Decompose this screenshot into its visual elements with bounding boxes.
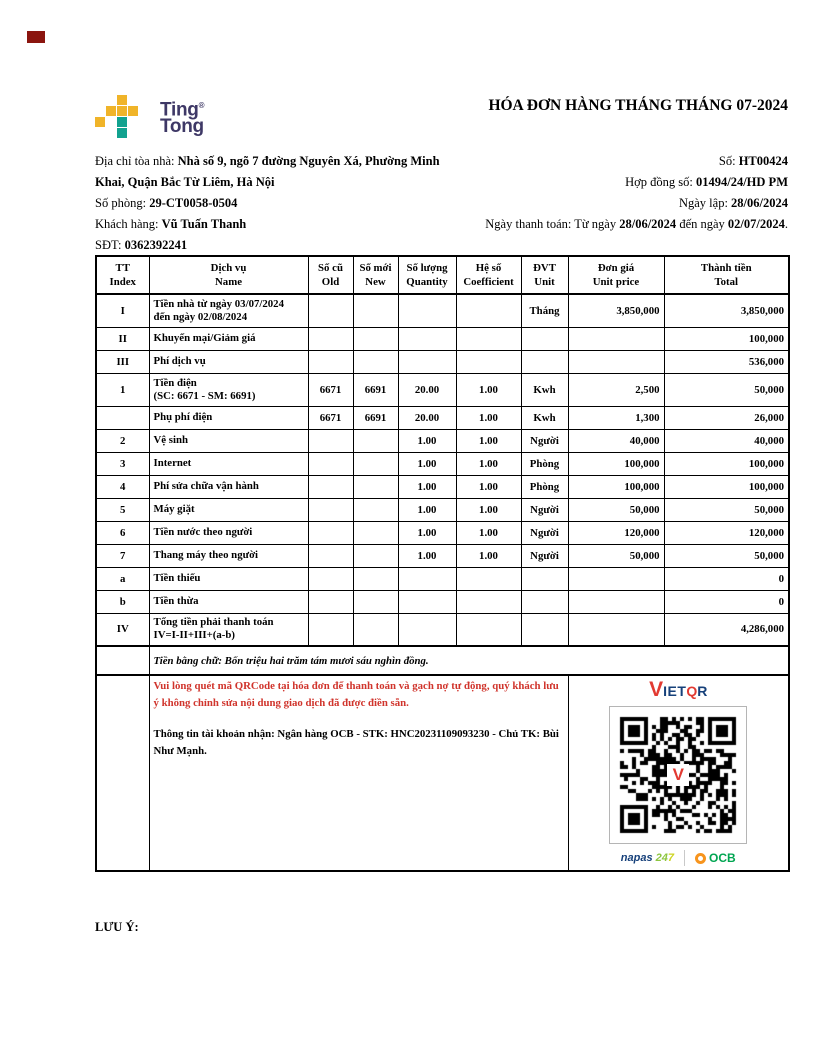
cell-coef: 1.00 — [456, 521, 521, 544]
payment-notice: Vui lòng quét mã QRCode tại hóa đơn để thanh toán và gạch nợ tự động, quý khách lưu ý không chỉnh sửa nội dung giao dịch đã được điền sẵn. — [153, 680, 559, 709]
table-row — [96, 521, 789, 544]
cell-price: 40,000 — [568, 429, 664, 452]
cell-unit: Phòng — [521, 475, 568, 498]
issue-date: Ngày lập: 28/06/2024 — [678, 196, 788, 210]
invoice-number: Số: HT00424 — [718, 154, 788, 168]
payment-period: Ngày thanh toán: Từ ngày 28/06/2024 đến ngày 02/07/2024. — [485, 217, 788, 231]
cell-service-name: Phụ phí điện — [149, 406, 308, 429]
cell-coef: 1.00 — [456, 429, 521, 452]
cell-price: 50,000 — [568, 544, 664, 567]
table-row — [96, 373, 789, 406]
cell-price: 3,850,000 — [568, 294, 664, 327]
cell-qty: 1.00 — [398, 521, 456, 544]
cell-coef: 1.00 — [456, 475, 521, 498]
cell-service-name: Máy giặt — [149, 498, 308, 521]
cell-coef — [456, 327, 521, 350]
cell-coef: 1.00 — [456, 452, 521, 475]
cell-coef — [456, 294, 521, 327]
table-row — [96, 327, 789, 350]
cell-total: 0 — [664, 590, 789, 613]
invoice-title: HÓA ĐƠN HÀNG THÁNG THÁNG 07-2024 — [488, 97, 788, 114]
table-row — [96, 613, 789, 646]
cell-coef — [456, 590, 521, 613]
cell-total: 3,850,000 — [664, 294, 789, 327]
cell-index: I — [96, 294, 149, 327]
cell-index: 6 — [96, 521, 149, 544]
amount-in-words: Tiền bằng chữ: Bốn triệu hai trăm tám mươi sáu nghìn đồng. — [149, 646, 789, 675]
customer-name: Khách hàng: Vũ Tuấn Thanh — [95, 217, 247, 231]
column-header: Số cũ Old — [308, 256, 353, 294]
tingtong-plus-icon — [95, 94, 151, 140]
table-row — [96, 429, 789, 452]
cell-index: a — [96, 567, 149, 590]
cell-qty — [398, 350, 456, 373]
cell-index: b — [96, 590, 149, 613]
cell-service-name: Tiền điện (SC: 6671 - SM: 6691) — [149, 373, 308, 406]
cell-service-name: Tiền nước theo người — [149, 521, 308, 544]
room-number: Số phòng: 29-CT0058-0504 — [95, 196, 238, 210]
column-header: Dịch vụ Name — [149, 256, 308, 294]
table-row — [96, 475, 789, 498]
cell-unit — [521, 350, 568, 373]
cell-qty: 1.00 — [398, 452, 456, 475]
napas-247-logo: napas 247 — [620, 852, 675, 864]
cell-qty: 1.00 — [398, 429, 456, 452]
cell-total: 50,000 — [664, 498, 789, 521]
amount-in-words-row — [96, 646, 789, 675]
cell-unit: Người — [521, 429, 568, 452]
cell-old — [308, 521, 353, 544]
cell-new: 6691 — [353, 406, 398, 429]
cell-new — [353, 544, 398, 567]
cell-unit: Kwh — [521, 373, 568, 406]
building-address: Địa chỉ tòa nhà: Nhà số 9, ngõ 7 đường Nguyên Xá, Phường Minh Khai, Quận Bắc Từ Liêm, Hà Nội — [95, 154, 440, 189]
cell-price: 120,000 — [568, 521, 664, 544]
table-row — [96, 498, 789, 521]
cell-index: III — [96, 350, 149, 373]
cell-unit: Phòng — [521, 452, 568, 475]
cell-coef: 1.00 — [456, 406, 521, 429]
cell-coef: 1.00 — [456, 373, 521, 406]
cell-index: 2 — [96, 429, 149, 452]
cell-unit: Người — [521, 544, 568, 567]
cell-unit: Kwh — [521, 406, 568, 429]
table-header — [96, 256, 789, 294]
cell-new — [353, 567, 398, 590]
cell-old — [308, 590, 353, 613]
column-header: Số mới New — [353, 256, 398, 294]
cell-old — [308, 350, 353, 373]
account-info: Thông tin tài khoản nhận: Ngân hàng OCB - STK: HNC20231109093230 - Chủ TK: Bùi Như Mạnh. — [153, 728, 559, 757]
tingtong-logo — [95, 94, 204, 140]
cell-index: 4 — [96, 475, 149, 498]
cell-coef — [456, 613, 521, 646]
cell-qty — [398, 613, 456, 646]
cell-old — [308, 498, 353, 521]
cell-new — [353, 521, 398, 544]
cell-qty — [398, 567, 456, 590]
cell-price — [568, 350, 664, 373]
cell-total: 100,000 — [664, 327, 789, 350]
cell-total: 4,286,000 — [664, 613, 789, 646]
cell-index: 5 — [96, 498, 149, 521]
cell-old — [308, 429, 353, 452]
cell-qty: 1.00 — [398, 544, 456, 567]
cell-qty — [398, 327, 456, 350]
cell-price: 1,300 — [568, 406, 664, 429]
cell-index: 7 — [96, 544, 149, 567]
cell-new — [353, 498, 398, 521]
cell-coef: 1.00 — [456, 498, 521, 521]
qr-code — [609, 706, 747, 844]
cell-total: 100,000 — [664, 452, 789, 475]
table-row — [96, 406, 789, 429]
cell-total: 50,000 — [664, 544, 789, 567]
cell-old — [308, 327, 353, 350]
tingtong-wordmark: Ting® Tong — [160, 99, 205, 138]
cell-service-name: Tiền thừa — [149, 590, 308, 613]
cell-coef: 1.00 — [456, 544, 521, 567]
cell-service-name: Tiền nhà từ ngày 03/07/2024 đến ngày 02/08/2024 — [149, 294, 308, 327]
cell-index: 3 — [96, 452, 149, 475]
cell-unit — [521, 567, 568, 590]
table-row — [96, 567, 789, 590]
cell-index: 1 — [96, 373, 149, 406]
cell-unit — [521, 613, 568, 646]
table-row — [96, 294, 789, 327]
cell-old — [308, 475, 353, 498]
cell-price: 50,000 — [568, 498, 664, 521]
empty-cell — [96, 646, 149, 675]
cell-unit: Người — [521, 521, 568, 544]
cell-service-name: Khuyến mại/Giảm giá — [149, 327, 308, 350]
cell-old: 6671 — [308, 406, 353, 429]
cell-index — [96, 406, 149, 429]
cell-coef — [456, 567, 521, 590]
cell-old: 6671 — [308, 373, 353, 406]
cell-old — [308, 567, 353, 590]
logo-divider — [684, 850, 685, 866]
cell-qty: 1.00 — [398, 475, 456, 498]
vietqr-logo: VIETQR — [649, 678, 708, 701]
ocb-ring-icon — [695, 853, 706, 864]
pdf-annotation-marker — [27, 31, 45, 43]
cell-qty — [398, 590, 456, 613]
cell-service-name: Thang máy theo người — [149, 544, 308, 567]
cell-service-name: Tiền thiếu — [149, 567, 308, 590]
cell-service-name: Phí sửa chữa vận hành — [149, 475, 308, 498]
payment-instructions — [149, 675, 568, 871]
cell-coef — [456, 350, 521, 373]
cell-qty: 1.00 — [398, 498, 456, 521]
cell-service-name: Tổng tiền phải thanh toán IV=I-II+III+(a-b) — [149, 613, 308, 646]
cell-old — [308, 544, 353, 567]
cell-service-name: Internet — [149, 452, 308, 475]
cell-new — [353, 327, 398, 350]
cell-old — [308, 613, 353, 646]
column-header: Hệ số Coefficient — [456, 256, 521, 294]
cell-price — [568, 567, 664, 590]
table-row — [96, 350, 789, 373]
cell-total: 536,000 — [664, 350, 789, 373]
cell-unit — [521, 590, 568, 613]
vietqr-v-icon: V — [667, 764, 689, 786]
cell-price: 100,000 — [568, 475, 664, 498]
table-row — [96, 590, 789, 613]
cell-service-name: Phí dịch vụ — [149, 350, 308, 373]
cell-index: IV — [96, 613, 149, 646]
cell-new — [353, 350, 398, 373]
contract-number: Hợp đồng số: 01494/24/HD PM — [625, 175, 788, 189]
cell-total: 50,000 — [664, 373, 789, 406]
column-header: Đơn giá Unit price — [568, 256, 664, 294]
cell-total: 26,000 — [664, 406, 789, 429]
cell-old — [308, 452, 353, 475]
cell-new — [353, 294, 398, 327]
cell-total: 120,000 — [664, 521, 789, 544]
charges-table — [95, 255, 790, 872]
cell-unit: Tháng — [521, 294, 568, 327]
column-header: Số lượng Quantity — [398, 256, 456, 294]
cell-service-name: Vệ sinh — [149, 429, 308, 452]
invoice-meta — [443, 151, 788, 235]
cell-new: 6691 — [353, 373, 398, 406]
cell-new — [353, 590, 398, 613]
column-header: ĐVT Unit — [521, 256, 568, 294]
bank-logos — [573, 850, 785, 866]
table-row — [96, 452, 789, 475]
cell-total: 40,000 — [664, 429, 789, 452]
cell-unit: Người — [521, 498, 568, 521]
payment-row — [96, 675, 789, 871]
cell-unit — [521, 327, 568, 350]
cell-new — [353, 452, 398, 475]
customer-phone: SĐT: 0362392241 — [95, 238, 188, 252]
table-row — [96, 544, 789, 567]
column-header: Thành tiền Total — [664, 256, 789, 294]
cell-total: 0 — [664, 567, 789, 590]
cell-total: 100,000 — [664, 475, 789, 498]
empty-cell — [96, 675, 149, 871]
cell-index: II — [96, 327, 149, 350]
cell-price — [568, 590, 664, 613]
column-header: TT Index — [96, 256, 149, 294]
cell-qty: 20.00 — [398, 373, 456, 406]
cell-old — [308, 294, 353, 327]
cell-qty: 20.00 — [398, 406, 456, 429]
footer-note: LƯU Ý: — [95, 920, 139, 934]
customer-info — [95, 151, 447, 256]
cell-price — [568, 327, 664, 350]
cell-price: 2,500 — [568, 373, 664, 406]
cell-new — [353, 475, 398, 498]
cell-price: 100,000 — [568, 452, 664, 475]
cell-price — [568, 613, 664, 646]
cell-qty — [398, 294, 456, 327]
qr-panel — [568, 675, 789, 871]
cell-new — [353, 613, 398, 646]
ocb-logo: OCB — [695, 851, 736, 865]
cell-new — [353, 429, 398, 452]
